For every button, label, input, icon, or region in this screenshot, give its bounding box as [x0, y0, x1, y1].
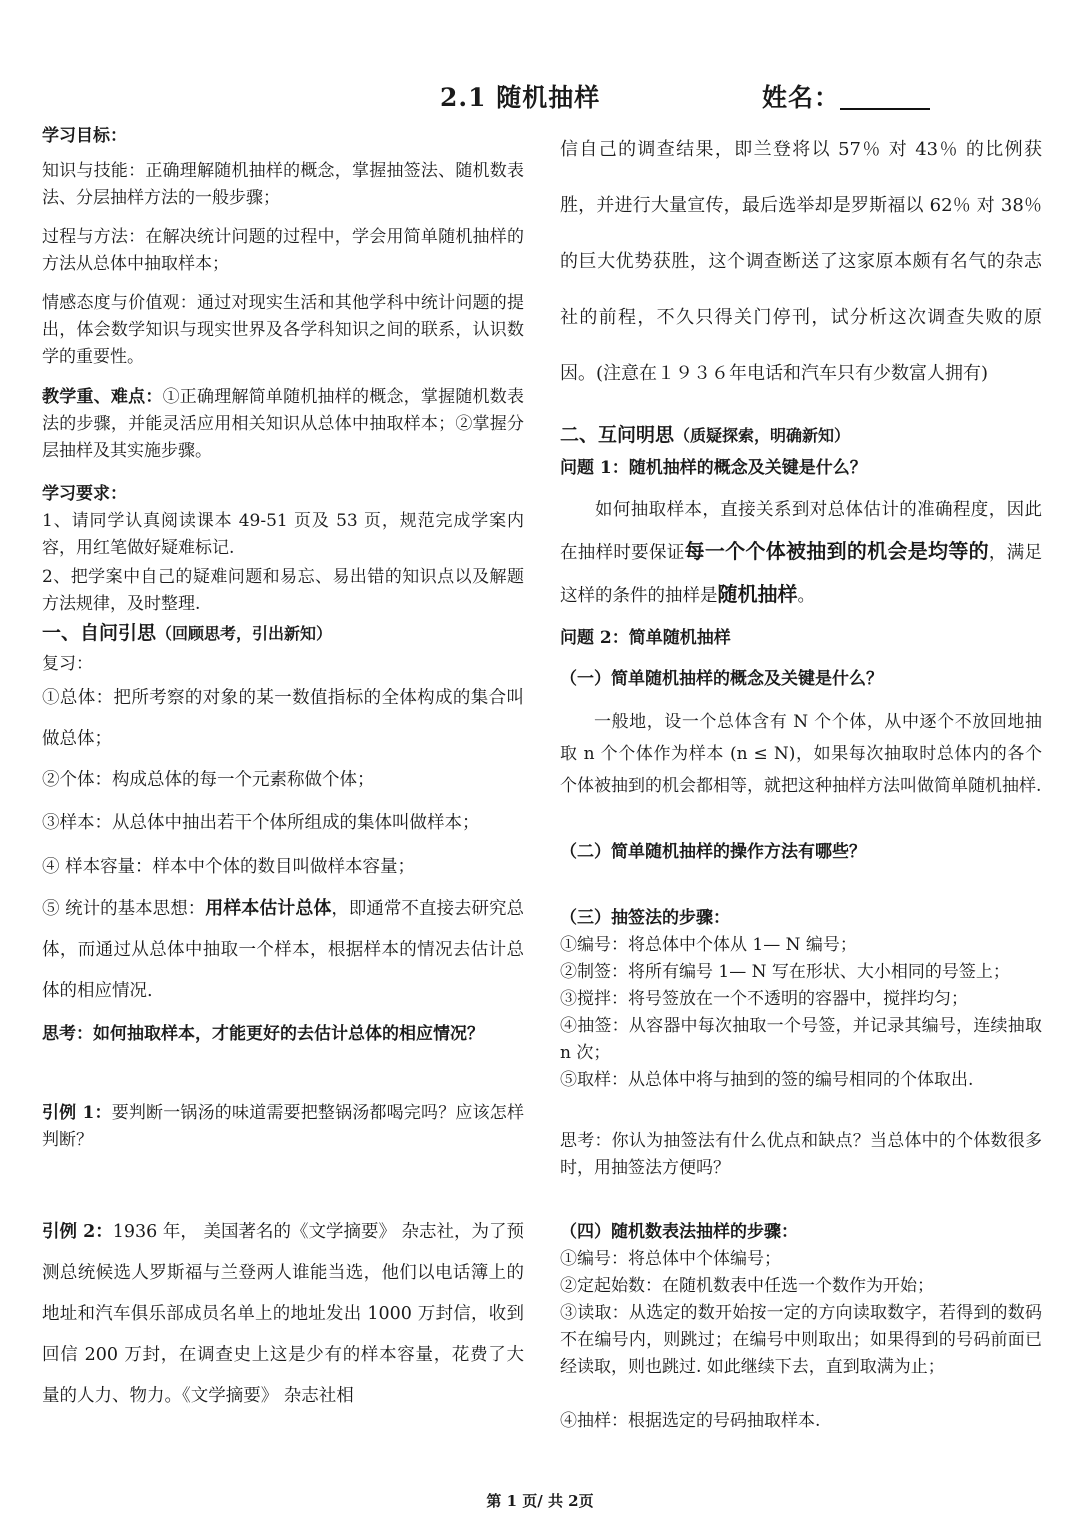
- think-question-2: 思考：你认为抽签法有什么优点和缺点？当总体中的个体数很多时，用抽签法方便吗？: [560, 1131, 1042, 1178]
- review-label: 复习：: [42, 654, 93, 674]
- objective-knowledge: 知识与技能：正确理解随机抽样的概念，掌握抽签法、随机数表法、分层抽样方法的一般步骤；: [42, 161, 524, 208]
- objectives-heading: 学习目标：: [42, 126, 127, 146]
- section-1-heading: [42, 618, 524, 649]
- requirement-2: 2、把学案中自己的疑难问题和易忘、易出错的知识点以及解题方法规律，及时整理.: [42, 567, 524, 614]
- sub-3-heading: （三）抽签法的步骤：: [560, 908, 730, 928]
- example-2-heading: 引例 2：: [42, 1222, 113, 1242]
- name-blank-line: [840, 108, 930, 110]
- keypoints-paragraph: [42, 384, 524, 465]
- example-1-heading: 引例 1：: [42, 1103, 112, 1123]
- think-question: 思考：如何抽取样本，才能更好的去估计总体的相应情况？: [42, 1024, 484, 1044]
- example-2-text: 1936 年， 美国著名的《文学摘要》 杂志社，为了预测总统候选人罗斯福与兰登两人谁能当选，他们以电话簿上的地址和汽车俱乐部成员名单上的地址发出 1000 万封信，收到回信 200 万封，在调查史上这是少有的样本容量，花费了大量的人力、物力。《文学摘要》 杂志社相: [42, 1222, 525, 1406]
- question-1-emphasis: 每一个个体被抽到的机会是均等的: [684, 539, 989, 563]
- document-title: 2.1 随机抽样: [440, 83, 601, 112]
- question-1-end: 。: [797, 586, 815, 606]
- sub-2-heading: （二）简单随机抽样的操作方法有哪些？: [560, 842, 866, 862]
- lottery-step-4: ④抽签：从容器中每次抽取一个号签，并记录其编号，连续抽取 n 次；: [560, 1016, 1042, 1063]
- question-1-text: [560, 490, 1042, 617]
- sub-1-text: 一般地，设一个总体含有 N 个个体，从中逐个不放回地抽取 n 个个体作为样本 (n ≤ N)，如果每次抽取时总体内的各个个体被抽到的机会都相等，就把这种抽样方法叫做简单随机抽样.: [560, 712, 1042, 796]
- sub-4-heading: （四）随机数表法抽样的步骤：: [560, 1222, 798, 1242]
- question-2-heading: 问题 2：简单随机抽样: [560, 628, 731, 648]
- objective-attitude: 情感态度与价值观：通过对现实生活和其他学科中统计问题的提出，体会数学知识与现实世界及各学科知识之间的联系，认识数学的重要性。: [42, 293, 524, 367]
- review-item-5-emphasis: 用样本估计总体: [205, 898, 332, 919]
- objective-process: 过程与方法：在解决统计问题的过程中，学会用简单随机抽样的方法从总体中抽取样本；: [42, 227, 524, 274]
- random-table-step-3: ③读取：从选定的数开始按一定的方向读取数字，若得到的数码不在编号内，则跳过；在编号中则取出；如果得到的号码前面已经读取，则也跳过. 如此继续下去，直到取满为止；: [560, 1303, 1042, 1377]
- random-table-step-1: ①编号：将总体中个体编号；: [560, 1249, 781, 1269]
- review-item-5-rest: ，即通常不直接去研究总体，而通过从总体中抽取一个样本，根据样本的情况去估计总体的相应情况.: [42, 899, 525, 1001]
- random-table-step-4: ④抽样：根据选定的号码抽取样本.: [560, 1411, 821, 1431]
- name-label: 姓名：: [762, 83, 841, 112]
- title-row: [0, 78, 1080, 118]
- lottery-step-2: ②制签：将所有编号 1— N 写在形状、大小相同的号签上；: [560, 962, 1010, 982]
- example-2: [42, 1212, 524, 1417]
- lottery-step-3: ③搅拌：将号签放在一个不透明的容器中，搅拌均匀；: [560, 989, 968, 1009]
- keypoints-text: ①正确理解简单随机抽样的概念，掌握随机数表法的步骤，并能灵活应用相关知识从总体中抽取样本；②掌握分层抽样及其实施步骤。: [42, 387, 525, 461]
- requirements-heading: 学习要求：: [42, 484, 127, 504]
- section-1-title: 一、自问引思: [42, 622, 157, 644]
- question-1-emphasis-2: 随机抽样: [717, 582, 798, 606]
- random-table-step-2: ②定起始数：在随机数表中任选一个数作为开始；: [560, 1276, 934, 1296]
- review-item-3: ③样本：从总体中抽出若干个体所组成的集体叫做样本；: [42, 813, 480, 833]
- example-1: [42, 1100, 524, 1154]
- lottery-step-1: ①编号：将总体中个体从 1— N 编号；: [560, 935, 857, 955]
- review-item-2: ②个体：构成总体的每一个元素称做个体；: [42, 770, 375, 790]
- review-item-1: ①总体：把所考察的对象的某一数值指标的全体构成的集合叫做总体；: [42, 688, 524, 749]
- section-1-subtitle: （回顾思考，引出新知）: [156, 624, 333, 643]
- review-item-5: [42, 888, 524, 1012]
- requirement-1: 1、请同学认真阅读课本 49-51 页及 53 页，规范完成学案内容，用红笔做好疑难标记.: [42, 511, 524, 558]
- example-1-text: 要判断一锅汤的味道需要把整锅汤都喝完吗？应该怎样判断？: [42, 1103, 524, 1150]
- review-item-5-lead: ⑤ 统计的基本思想：: [42, 899, 206, 919]
- section-2-heading: [560, 420, 1042, 451]
- question-1-heading: 问题 1：随机抽样的概念及关键是什么？: [560, 458, 867, 478]
- question-1-lead: 如何抽取样本，直接关系到对总体估计的准确程度，因此在抽样时要保证: [560, 500, 1042, 563]
- section-2-subtitle: （质疑探索，明确新知）: [674, 426, 851, 445]
- page-footer: 第 1 页/ 共 2页: [486, 1492, 594, 1510]
- example-2-continuation: 信自己的调查结果，即兰登将以 57％ 对 43％ 的比例获胜，并进行大量宣传，最后选举却是罗斯福以 62％ 对 38％ 的巨大优势获胜，这个调查断送了这家原本颇有名气的杂志社的前程，不久只得关门停刊，试分析这次调查失败的原因。(注意在１９３６年电话和汽车只有少数富人拥有): [560, 139, 1042, 384]
- section-2-title: 二、互问明思: [560, 424, 675, 446]
- question-1-mid: ，满足这样的条件的抽样是: [560, 543, 1043, 606]
- lottery-step-5: ⑤取样：从总体中将与抽到的签的编号相同的个体取出.: [560, 1070, 974, 1090]
- review-item-4: ④ 样本容量：样本中个体的数目叫做样本容量；: [42, 857, 416, 877]
- sub-1-heading: （一）简单随机抽样的概念及关键是什么？: [560, 669, 883, 689]
- keypoints-heading: 教学重、难点：: [42, 387, 163, 407]
